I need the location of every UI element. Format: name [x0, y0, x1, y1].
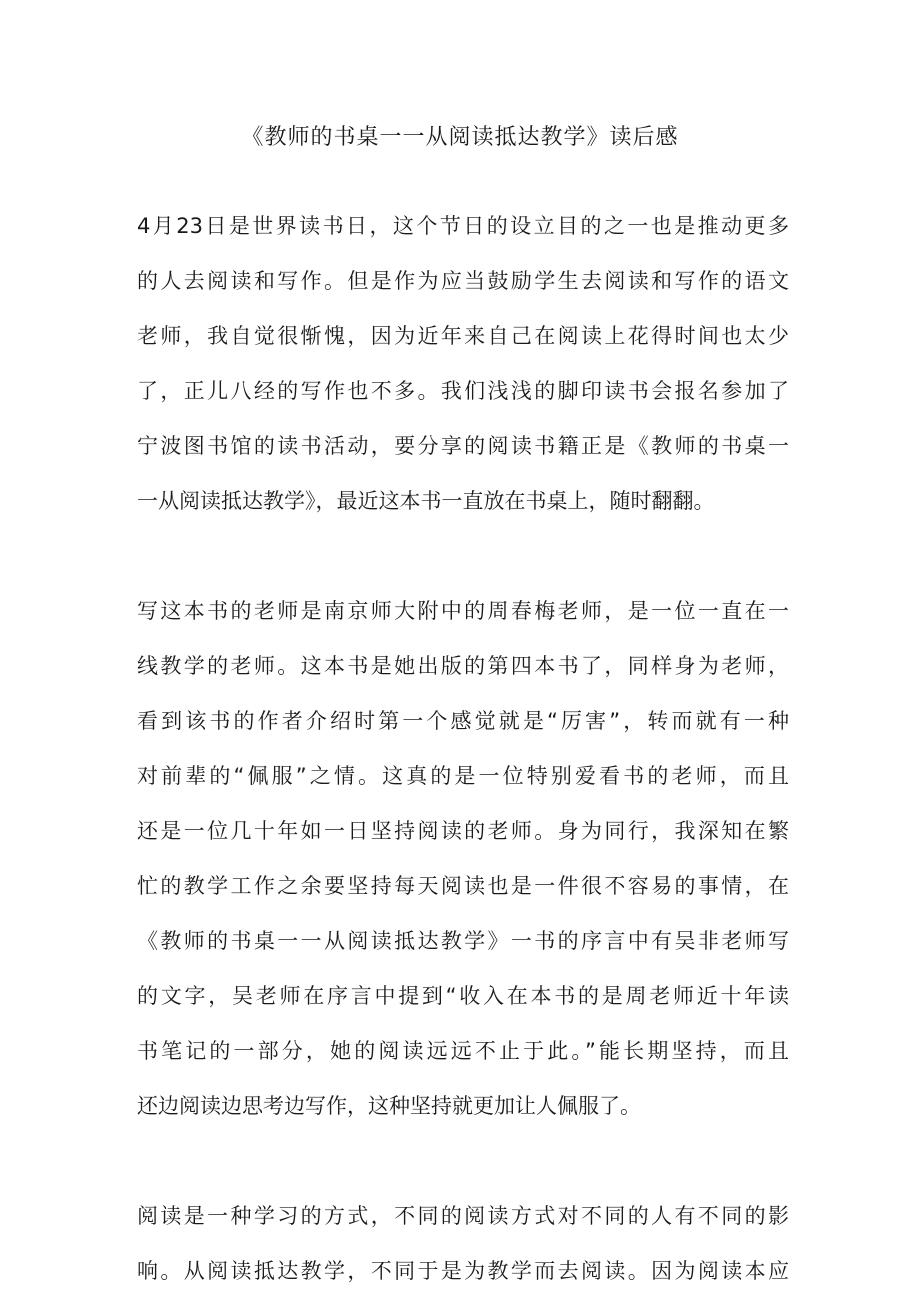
- paragraph-2-line-8: 的文字，吴老师在序言中提到“收入在本书的是周老师近十年读: [137, 984, 789, 1008]
- paragraph-2-line-5: 还是一位几十年如一日坚持阅读的老师。身为同行，我深知在繁: [137, 819, 789, 843]
- paragraph-2-line-9: 书笔记的一部分，她的阅读远远不止于此。”能长期坚持，而且: [137, 1039, 789, 1063]
- paragraph-3-line-2: 响。从阅读抵达教学，不同于是为教学而去阅读。因为阅读本应: [137, 1259, 789, 1283]
- paragraph-2-line-6: 忙的教学工作之余要坚持每天阅读也是一件很不容易的事情，在: [137, 874, 789, 898]
- paragraph-1-line-3: 老师，我自觉很惭愧，因为近年来自己在阅读上花得时间也太少: [137, 324, 789, 348]
- paragraph-2-line-4: 对前辈的“佩服”之情。这真的是一位特别爱看书的老师，而且: [137, 764, 789, 788]
- paragraph-2-line-2: 线教学的老师。这本书是她出版的第四本书了，同样身为老师，: [137, 654, 789, 678]
- paragraph-1-line-6: 一从阅读抵达教学》，最近这本书一直放在书桌上，随时翻翻。: [137, 489, 715, 513]
- paragraph-3-line-1: 阅读是一种学习的方式，不同的阅读方式对不同的人有不同的影: [137, 1204, 789, 1228]
- document-title: 《教师的书桌一一从阅读抵达教学》读后感: [241, 125, 679, 150]
- paragraph-1-line-5: 宁波图书馆的读书活动，要分享的阅读书籍正是《教师的书桌一: [137, 434, 789, 458]
- paragraph-1-line-2: 的人去阅读和写作。但是作为应当鼓励学生去阅读和写作的语文: [137, 269, 789, 293]
- paragraph-2-line-7: 《教师的书桌一一从阅读抵达教学》一书的序言中有吴非老师写: [137, 929, 789, 953]
- paragraph-1-line-4: 了，正儿八经的写作也不多。我们浅浅的脚印读书会报名参加了: [137, 379, 789, 403]
- paragraph-2-line-1: 写这本书的老师是南京师大附中的周春梅老师，是一位一直在一: [137, 599, 789, 623]
- paragraph-2-line-3: 看到该书的作者介绍时第一个感觉就是“厉害”，转而就有一种: [137, 709, 789, 733]
- paragraph-2-line-10: 还边阅读边思考边写作，这种坚持就更加让人佩服了。: [137, 1094, 641, 1118]
- paragraph-1-line-1: 4月23日是世界读书日，这个节日的设立目的之一也是推动更多: [137, 214, 789, 238]
